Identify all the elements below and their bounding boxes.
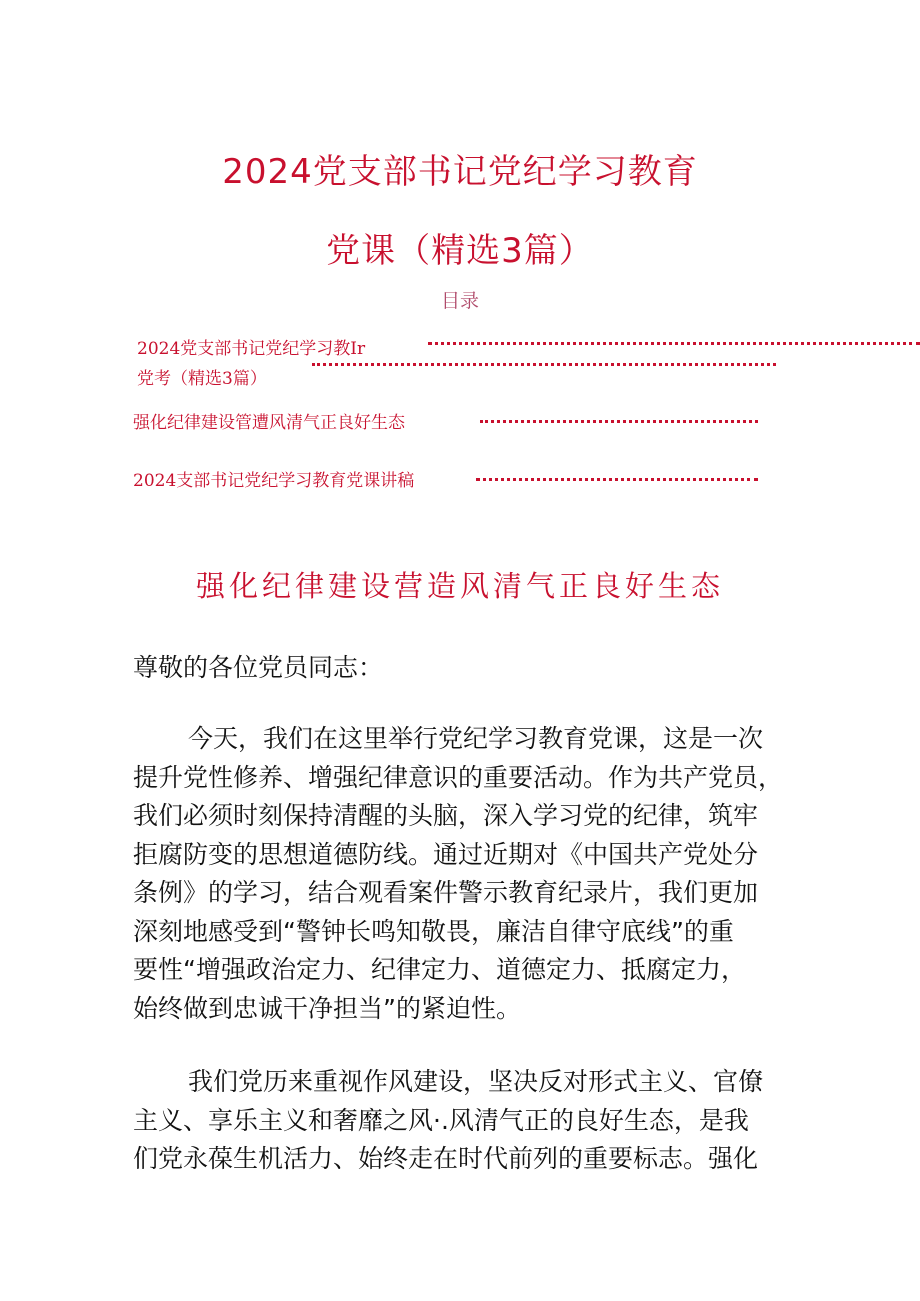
toc-entry-1-line-1[interactable]: 2024党支部书记党纪学习教Ir — [137, 339, 366, 359]
paragraph-line: 主义、享乐主义和奢靡之风·.风清气正的良好生态，是我 — [133, 1105, 749, 1135]
toc-leader-dots — [428, 342, 920, 345]
toc-leader-dots — [476, 478, 758, 481]
paragraph-line: 我们必须时刻保持清醒的头脑，深入学习党的纪律，筑牢 — [133, 801, 759, 830]
toc-leader-dots — [480, 420, 758, 423]
paragraph-line: 今天，我们在这里举行党纪学习教育党课，这是一次 — [188, 724, 764, 753]
paragraph-line: 我们党历来重视作风建设，坚决反对形式主义、官僚 — [188, 1067, 764, 1096]
paragraph-line: 拒腐防变的思想道德防线。通过近期对《中国共产党处分 — [133, 839, 759, 869]
paragraph-line: 们党永葆生机活力、始终走在时代前列的重要标志。强化 — [133, 1144, 759, 1173]
toc-entry-1-line-2[interactable]: 党考（精选3篇） — [137, 369, 267, 389]
paragraph-line: 条例》的学习，结合观看案件警示教育纪录片，我们更加 — [133, 878, 759, 907]
toc-entry-2[interactable]: 强化纪律建设管遭风清气正良好生态 — [133, 413, 405, 433]
paragraph-line: 始终做到忠诚干净担当”的紧迫性。 — [133, 993, 521, 1023]
paragraph-line: 提升党性修养、增强纪律意识的重要活动。作为共产党员， — [133, 762, 784, 792]
salutation: 尊敬的各位党员同志： — [133, 653, 384, 682]
paragraph-2 — [133, 1063, 795, 1179]
toc-entry-3[interactable]: 2024支部书记党纪学习教育党课讲稿 — [133, 471, 415, 491]
toc-leader-dots — [312, 363, 776, 366]
toc-heading: 目录 — [440, 290, 479, 312]
section-heading: 强化纪律建设营造风清气正良好生态 — [195, 569, 724, 603]
paragraph-line: 要性“增强政治定力、纪律定力、道德定力、抵腐定力， — [133, 955, 746, 984]
document-title-line-1: 2024党支部书记党纪学习教育 — [222, 152, 698, 192]
document-title-line-2: 党课（精选3篇） — [326, 231, 594, 271]
paragraph-1 — [133, 720, 795, 1028]
paragraph-line: 深刻地感受到“警钟长鸣知敬畏，廉洁自律守底线”的重 — [133, 916, 734, 946]
